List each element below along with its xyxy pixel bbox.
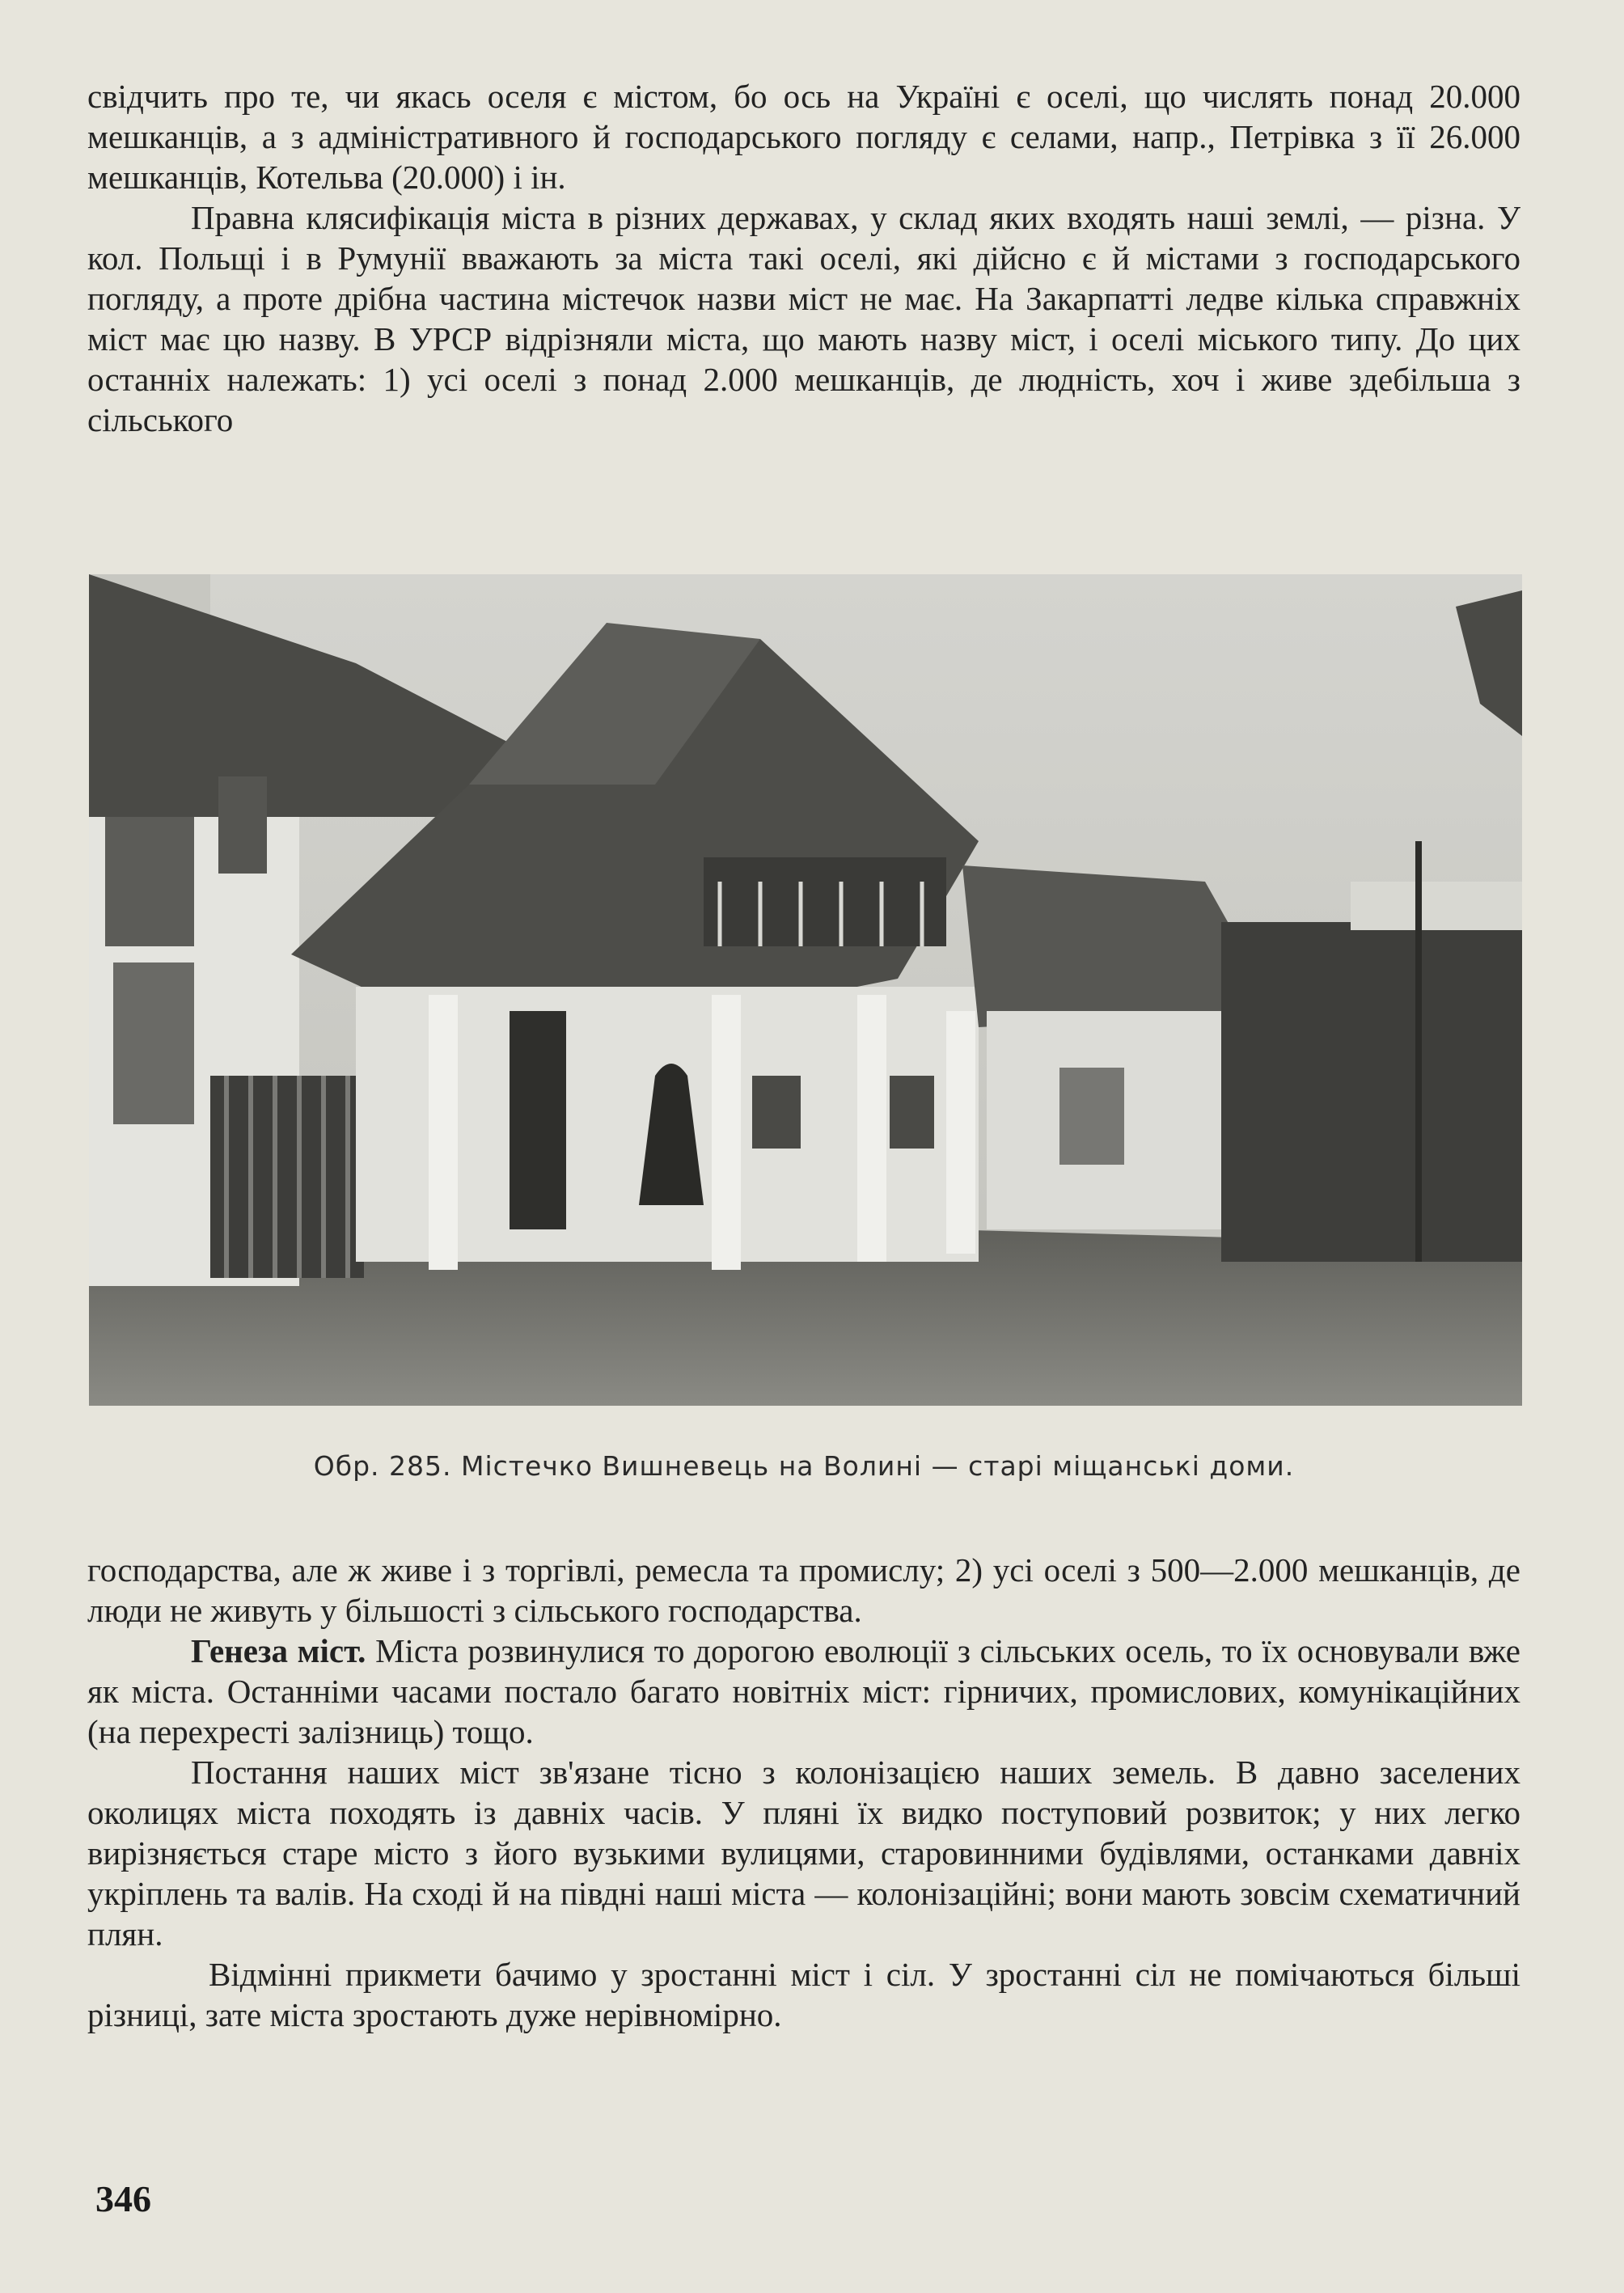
genesis-text: Міста розвинулися то дорогою еволюції з сільських осель, то їх основували вже як міста. Останніми часами постало багато новітніх міст: гірничих, промислових, комунікаційних (на перехресті залізниць) тощо.: [87, 1632, 1520, 1750]
figure-caption: Обр. 285. Містечко Вишневець на Волині — старі міщанські доми.: [313, 1450, 1295, 1482]
figure-photo: [89, 574, 1522, 1406]
top-text-block: [87, 76, 1520, 440]
page-number: 346: [95, 2178, 151, 2219]
paragraph-colonization: Постання наших міст зв'язане тісно з колонізацією наших земель. В давно заселених околицях міста походять із давніх часів. У пляні їх видко поступовий розвиток; у них легко вирізняється старе місто з його вузькими вулицями, старовинними будівлями, останками давніх укріплень та валів. На сході й на півдні наші міста — колонізаційні; вони мають зовсім схематичний плян.: [87, 1754, 1520, 1952]
bottom-text-block: [87, 1550, 1520, 2035]
section-heading-genesis: Генеза міст.: [191, 1632, 366, 1669]
paragraph-growth: Відмінні прикмети бачимо у зростанні міст і сіл. У зростанні сіл не помічаються більші різниці, зате міста зростають дуже нерівномірно.: [87, 1956, 1520, 2033]
paragraph-continuation: господарства, але ж живе і з торгівлі, ремесла та промислу; 2) усі оселі з 500—2.000 мешканців, де люди не живуть у більшості з сільського господарства.: [87, 1551, 1520, 1629]
town-street-photo: [89, 574, 1522, 1406]
paragraph-legal-classification: Правна клясифікація міста в різних державах, у склад яких входять наші землі, — різна. У кол. Польщі і в Румунії вважають за міста такі оселі, які дійсно є й містами з господарського погляду, а проте дрібна частина містечок назви міст не має. На Закарпатті ледве кілька справжніх міст має цю назву. В УРСР відрізняли міста, що мають назву міст, і оселі міського типу. До цих останніх належать: 1) усі оселі з понад 2.000 мешканців, де людність, хоч і живе здебільша з сільського: [87, 199, 1520, 438]
paragraph-genesis: [87, 1631, 1520, 1752]
paragraph-continued: свідчить про те, чи якась оселя є містом, бо ось на Україні є оселі, що числять понад 20.000 мешканців, а з адміністративного й господарського погляду є селами, напр., Петрівка з її 26.000 мешканців, Котельва (20.000) і ін.: [87, 78, 1520, 196]
